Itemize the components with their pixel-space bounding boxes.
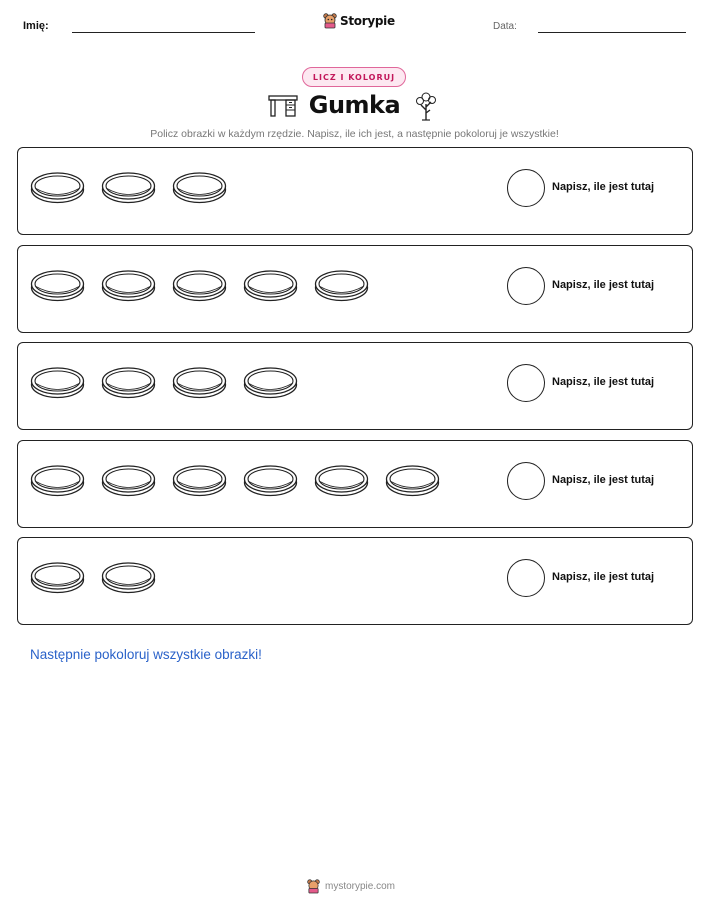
eraser-icon xyxy=(30,268,85,304)
answer-label: Napisz, ile jest tutaj xyxy=(552,376,655,388)
activity-badge: LICZ I KOLORUJ xyxy=(302,67,406,87)
eraser-icon xyxy=(101,560,156,596)
answer-circle[interactable] xyxy=(507,169,545,207)
answer-label: Napisz, ile jest tutaj xyxy=(552,278,655,291)
count-row xyxy=(17,440,693,528)
storypie-bear-icon xyxy=(307,879,320,894)
instructions: Policz obrazki w każdym rzędzie. Napisz, ile ich jest, a następnie pokoloruj je wszystkie! xyxy=(150,128,559,140)
eraser-icon xyxy=(172,365,227,401)
eraser-icon xyxy=(30,365,85,401)
name-label: Imię: xyxy=(23,20,49,32)
eraser-icon xyxy=(101,463,156,499)
eraser-icon xyxy=(172,463,227,499)
count-row xyxy=(17,342,693,430)
title-row xyxy=(0,90,709,126)
answer-circle[interactable] xyxy=(507,364,545,402)
eraser-icon xyxy=(243,268,298,304)
eraser-icon xyxy=(101,365,156,401)
name-line[interactable] xyxy=(72,32,255,33)
footer-site: mystorypie.com xyxy=(325,881,396,892)
eraser-icon xyxy=(30,560,85,596)
answer-label: Napisz, ile jest tutaj xyxy=(552,473,655,486)
footer-note: Następnie pokoloruj wszystkie obrazki! xyxy=(30,647,262,662)
count-row xyxy=(17,537,693,625)
answer-circle[interactable] xyxy=(507,462,545,500)
date-label: Data: xyxy=(493,21,517,32)
tree-icon xyxy=(414,90,438,122)
date-line[interactable] xyxy=(538,32,686,33)
item-group xyxy=(30,365,298,401)
eraser-icon xyxy=(243,463,298,499)
count-row xyxy=(17,147,693,235)
eraser-icon xyxy=(314,463,369,499)
eraser-icon xyxy=(101,268,156,304)
answer-label: Napisz, ile jest tutaj xyxy=(552,181,655,193)
counting-rows xyxy=(17,147,693,635)
count-row xyxy=(17,245,693,333)
eraser-icon xyxy=(385,463,440,499)
brand-name: Storypie xyxy=(340,14,395,28)
eraser-icon xyxy=(172,268,227,304)
item-group xyxy=(30,268,369,304)
eraser-icon xyxy=(243,365,298,401)
item-group xyxy=(30,463,440,499)
storypie-bear-icon xyxy=(323,13,337,29)
brand-logo xyxy=(323,13,395,29)
answer-circle[interactable] xyxy=(507,559,545,597)
item-group xyxy=(30,170,227,206)
answer-label: Napisz, ile jest tutaj xyxy=(552,571,655,583)
page-title: Gumka xyxy=(308,91,401,119)
eraser-icon xyxy=(101,170,156,206)
eraser-icon xyxy=(314,268,369,304)
footer xyxy=(307,879,395,894)
eraser-icon xyxy=(30,170,85,206)
item-group xyxy=(30,560,156,596)
answer-circle[interactable] xyxy=(507,267,545,305)
eraser-icon xyxy=(30,463,85,499)
eraser-icon xyxy=(172,170,227,206)
worksheet-header xyxy=(0,0,709,50)
